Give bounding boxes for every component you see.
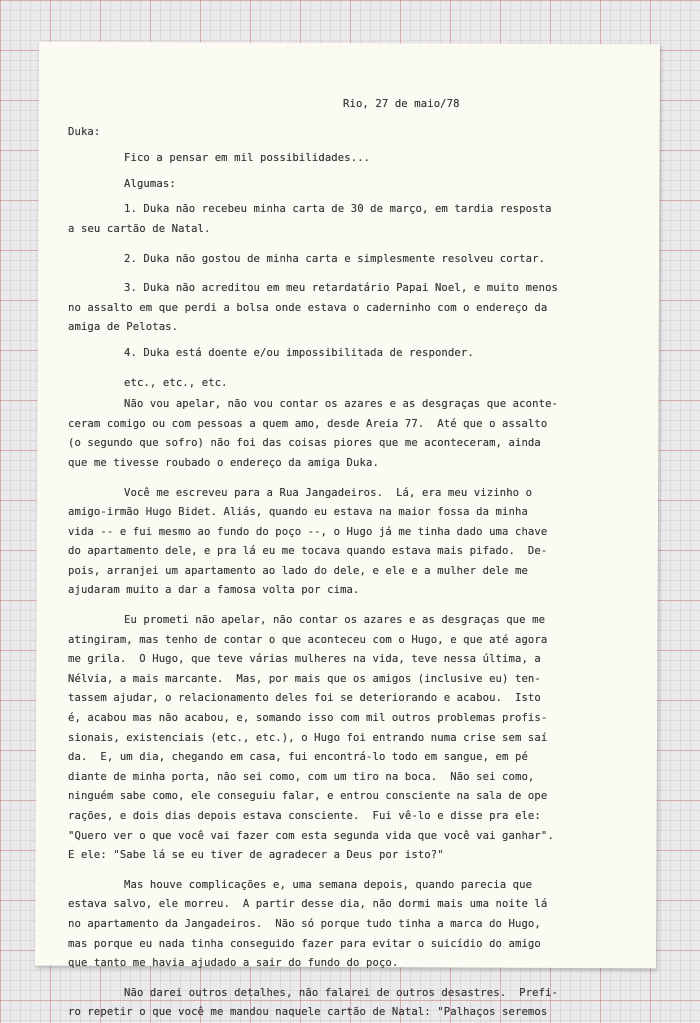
letter-date: Rio, 27 de maio/78: [343, 98, 460, 110]
paragraph: Mas houve complicações e, uma semana depois, quando parecia que estava salvo, ele morreu. A partir desse dia, não dormi mais uma noite lá no apartamento da Jangadeiros. Não só porque tudo tinha a marca do Hugo, mas porque eu nada tinha conseguido fazer para evitar o suicídio do amigo que tanto me havia ajudado a sair do fundo do poço.: [68, 878, 548, 970]
list-intro: Algumas:: [124, 177, 176, 190]
paragraph: Não darei outros detalhes, não falarei de outros desastres. Prefi- ro repetir o que você me mandou naquele cartão de Natal: "Palhaços seremos: [68, 986, 559, 1019]
list-item: 1. Duka não recebeu minha carta de 30 de março, em tardia resposta a seu cartão de Natal.: [68, 203, 552, 235]
list-item: 3. Duka não acreditou em meu retardatário Papai Noel, e muito menos no assalto em que perdi a bolsa onde estava o caderninho com o endereço da amiga de Pelotas.: [68, 282, 559, 334]
salutation: Duka:: [68, 125, 101, 138]
paragraph: Você me escreveu para a Rua Jangadeiros. Lá, era meu vizinho o amigo-irmão Hugo Bidet. Aliás, quando eu estava na maior fossa da minha vida -- e fui mesmo ao fundo do poço --, o Hugo já me tinha dado uma chave do apartamento dele, e pra lá eu me tocava quando estava mais pifado. De- pois, arranjei um apartamento ao lado do dele, e ele e a mulher dele me ajudaram muito a dar a famosa volta por cima.: [68, 486, 548, 597]
letter-text: [68, 95, 620, 1023]
paragraph: Não vou apelar, não vou contar os azares e as desgraças que aconte- ceram comigo ou com pessoas a quem amo, desde Areia 77. Até que o assalto (o segundo que sofro) não foi das coisas piores que me aconteceram, ainda que me tivesse roubado o endereço da amiga Duka.: [68, 398, 559, 469]
paragraph: Eu prometi não apelar, não contar os azares e as desgraças que me atingiram, mas tenho de contar o que aconteceu com o Hugo, e que até agora me grila. O Hugo, que teve várias mulheres na vida, teve nessa última, a Nélvia, a mais marcante. Mas, por mais que os amigos (inclusive eu) ten- tassem ajudar, o relacionamento deles foi se deteriorando e acabou. Isto é, acabou mas não acabou, e, somando isso com mil outros problemas profis- sionais, existenciais (etc., etc.), o Hugo foi entrando numa crise sem saí da. E, um dia, chegando em casa, fui encontrá-lo todo em sangue, em pé diante de minha porta, não sei como, com um tiro na boca. Não sei como, ninguém sabe como, ele conseguiu falar, e entrou consciente na sala de ope rações, e dois dias depois estava consciente. Fui vê-lo e disse pra ele: "Quero ver o que você vai fazer com esta segunda vida que você vai ganhar". E ele: "Sabe lá se eu tiver de agradecer a Deus por isto?": [68, 614, 554, 862]
list-item: 4. Duka está doente e/ou impossibilitada de responder.: [124, 346, 474, 359]
etc-line: etc., etc., etc.: [124, 376, 228, 389]
list-item: 2. Duka não gostou de minha carta e simplesmente resolveu cortar.: [124, 252, 546, 265]
opening-line: Fico a pensar em mil possibilidades...: [124, 152, 371, 165]
